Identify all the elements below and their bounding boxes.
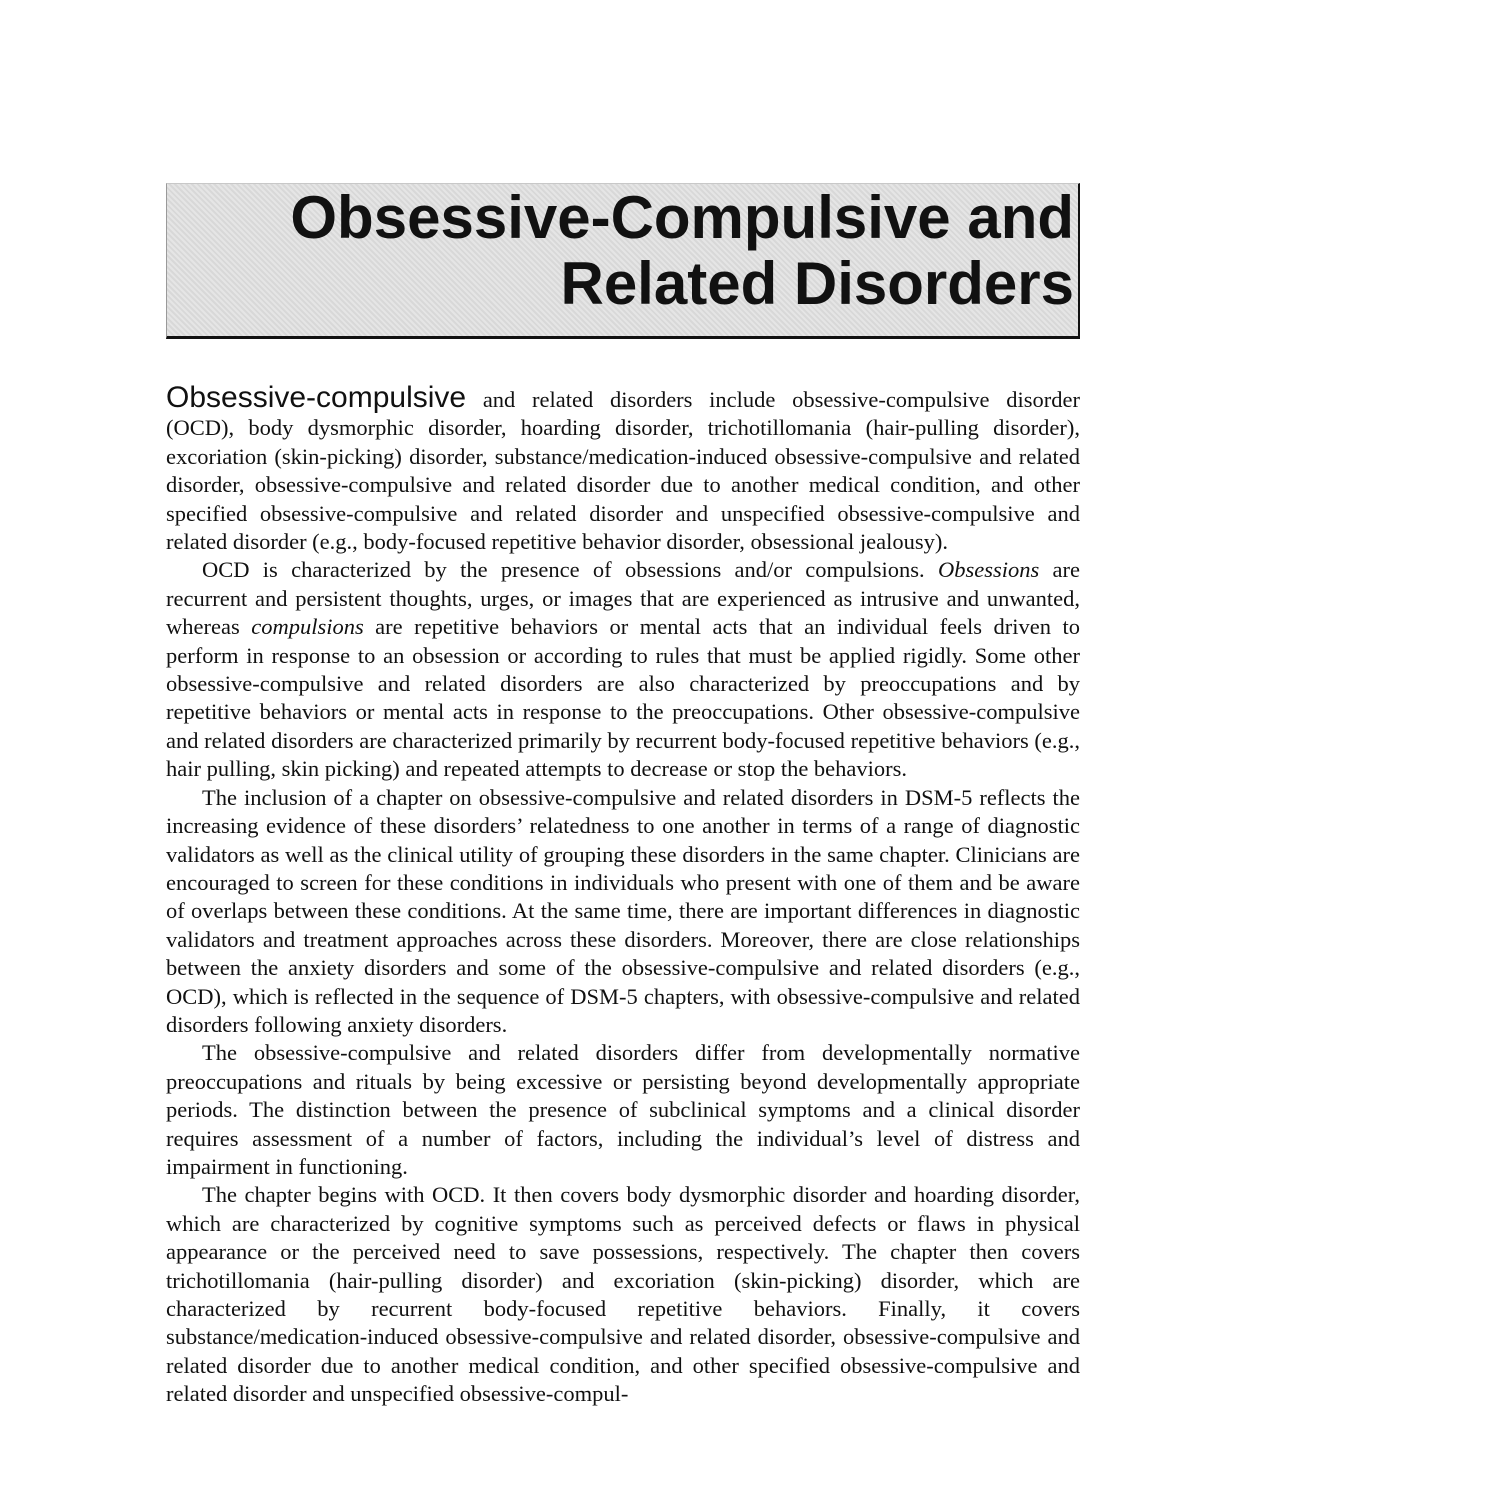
chapter-title-banner (166, 183, 1080, 339)
paragraph-ocd-text-1: OCD is characterized by the presence of obsessions and/or compulsions. (202, 557, 938, 583)
chapter-body (166, 383, 1080, 1409)
paragraph-intro (166, 383, 1080, 556)
lead-in-phrase: Obsessive-compulsive (166, 381, 467, 414)
chapter-title-line-1: Obsessive-Compulsive and (290, 184, 1074, 251)
paragraph-ocd-definition (166, 556, 1080, 783)
paragraph-developmental-norms: The obsessive-compulsive and related disorders differ from developmentally normative preoccupations and rituals by being excessive or persisting beyond developmentally appropriate periods. The distinction between the presence of subclinical symptoms and a clinical disorder requires assessment of a number of factors, including the individual’s level of distress and impairment in functioning. (166, 1040, 1080, 1179)
paragraph-intro-text: and related disorders include obsessive-compulsive disorder (OCD), body dysmorphic disorder, hoarding disorder, trichotillomania (hair-pulling disorder), excoriation (skin-picking) disorder, substance/medication-induced obsessive-compulsive and related disorder, obsessive-compulsive and related disorder due to another medical condition, and other specified obsessive-compulsive and related disorder and unspecified obsessive-compulsive and related disorder (e.g., body-focused repetitive behavior disorder, obsessional jealousy). (166, 387, 1080, 555)
term-compulsions: compulsions (251, 614, 364, 640)
paragraph-chapter-overview: The chapter begins with OCD. It then covers body dysmorphic disorder and hoarding disorder, which are characterized by cognitive symptoms such as perceived defects or flaws in physical appearance or the perceived need to save possessions, respectively. The chapter then covers trichotillomania (hair-pulling disorder) and excoriation (skin-picking) disorder, which are characterized by recurrent body-focused repetitive behaviors. Finally, it covers substance/medication-induced obsessive-compulsive and related disorder, obsessive-compulsive and related disorder due to another medical condition, and other specified obsessive-compulsive and related disorder and unspecified obsessive-compul- (166, 1182, 1080, 1407)
term-obsessions: Obsessions (937, 557, 1040, 583)
paragraph-ocd-text-2: are recurrent and persistent thoughts, urges, or images that are experienced as intrusive and unwanted, whereas (166, 557, 1081, 640)
paragraph-chapter-inclusion: The inclusion of a chapter on obsessive-compulsive and related disorders in DSM-5 reflects the increasing evidence of these disorders’ relatedness to one another in terms of a range of diagnostic validators as well as the clinical utility of grouping these disorders in the same chapter. Clinicians are encouraged to screen for these conditions in individuals who present with one of them and be aware of overlaps between these conditions. At the same time, there are important differences in diagnostic validators and treatment approaches across these disorders. Moreover, there are close relationships between the anxiety disorders and some of the obsessive-compulsive and related disorders (e.g., OCD), which is reflected in the sequence of DSM-5 chapters, with obsessive-compulsive and related disorders following anxiety disorders. (166, 784, 1080, 1037)
paragraph-ocd-text-3: are repetitive behaviors or mental acts that an individual feels driven to perform in response to an obsession or according to rules that must be applied rigidly. Some other obsessive-compulsive and related disorders are also characterized by preoccupations and by repetitive behaviors or mental acts in response to the preoccupations. Other obsessive-compulsive and related disorders are characterized primarily by recurrent body-focused repetitive behaviors (e.g., hair pulling, skin picking) and repeated attempts to decrease or stop the behaviors. (166, 614, 1080, 782)
chapter-title-line-2: Related Disorders (560, 250, 1074, 317)
